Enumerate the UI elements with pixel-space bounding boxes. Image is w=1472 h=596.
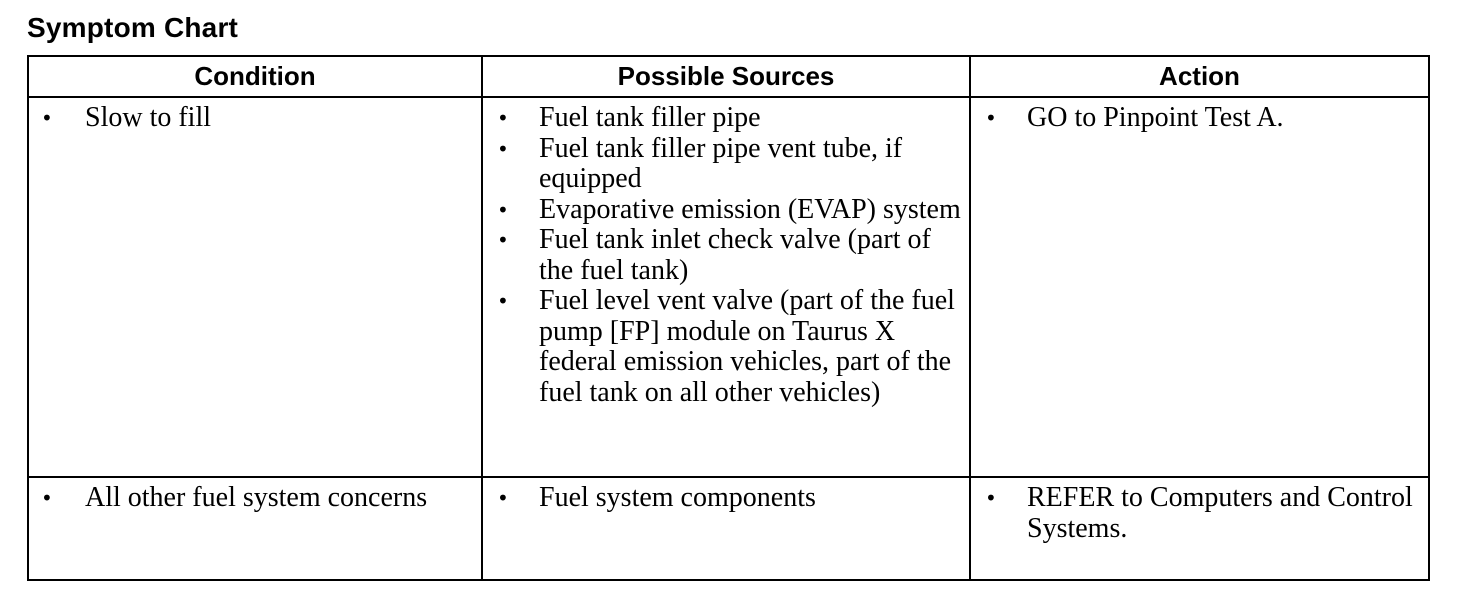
list-item [41, 103, 473, 134]
header-condition: Condition [28, 56, 482, 97]
source-text: Fuel tank filler pipe [539, 102, 761, 133]
list-item [497, 225, 961, 286]
list-item [985, 483, 1420, 544]
bullet-icon: • [497, 106, 509, 130]
header-action: Action [970, 56, 1429, 97]
list-item [497, 134, 961, 195]
list-item [497, 483, 961, 514]
source-text: Evaporative emission (EVAP) system [539, 193, 961, 225]
action-text: REFER to Computers and Control Systems. [1027, 482, 1413, 544]
source-text: Fuel system components [539, 482, 816, 513]
page-title: Symptom Chart [27, 12, 239, 43]
bullet-icon: • [497, 136, 509, 161]
source-text: Fuel level vent valve (part of the fuel pump [FP] module on Taurus X federal emission vehicles, part of the fuel tank on all other vehicles) [539, 285, 955, 408]
condition-cell [28, 477, 482, 580]
possible-sources-cell [482, 97, 970, 477]
possible-sources-cell [482, 477, 970, 580]
condition-text: Slow to fill [85, 102, 212, 133]
bullet-icon: • [497, 289, 509, 313]
symptom-chart-table [27, 55, 1430, 581]
bullet-icon: • [497, 486, 509, 510]
action-cell [970, 477, 1429, 580]
list-item [497, 103, 961, 134]
table-header-row [28, 56, 1429, 97]
list-item [497, 195, 961, 226]
bullet-icon: • [41, 486, 53, 510]
list-item [985, 103, 1420, 134]
table-row [28, 477, 1429, 580]
list-item [41, 483, 473, 514]
condition-cell [28, 97, 482, 477]
action-text: GO to Pinpoint Test A. [1027, 102, 1284, 133]
bullet-icon: • [985, 106, 997, 130]
action-cell [970, 97, 1429, 477]
bullet-icon: • [497, 228, 509, 252]
bullet-icon: • [497, 197, 509, 222]
source-text: Fuel tank filler pipe vent tube, if equipped [539, 132, 903, 194]
list-item [497, 286, 961, 408]
bullet-icon: • [41, 106, 53, 130]
table-row [28, 97, 1429, 477]
header-possible-sources: Possible Sources [482, 56, 970, 97]
condition-text: All other fuel system concerns [85, 482, 428, 513]
bullet-icon: • [985, 486, 997, 510]
source-text: Fuel tank inlet check valve (part of the fuel tank) [539, 224, 931, 286]
